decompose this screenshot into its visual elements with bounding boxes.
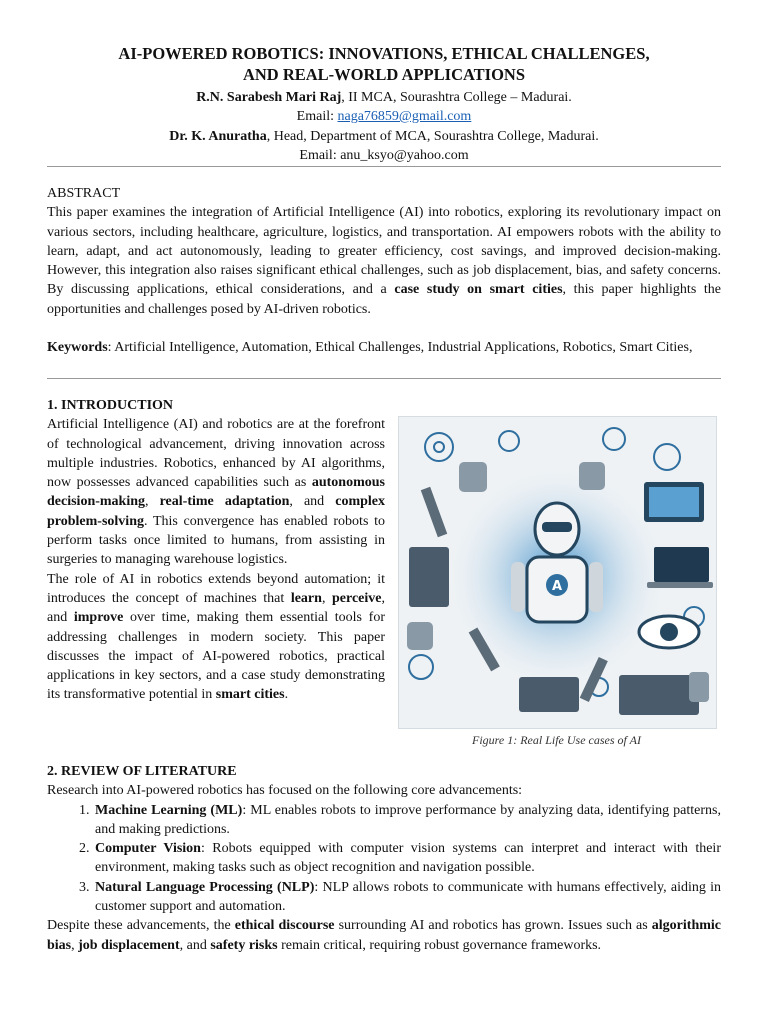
keywords-section bbox=[47, 338, 721, 357]
outro-bold: safety risks bbox=[210, 937, 278, 953]
review-section bbox=[47, 762, 721, 955]
author2-email: Email: anu_ksyo@yahoo.com bbox=[299, 148, 469, 163]
author1-email-label: Email: bbox=[296, 109, 338, 124]
author2-line bbox=[47, 127, 721, 146]
author1-email-link[interactable]: naga76859@gmail.com bbox=[337, 109, 472, 124]
list-item-text: : ML enables robots to improve performance by analyzing data, identifying patterns, and making predictions. bbox=[95, 802, 721, 837]
laptop-icon bbox=[647, 547, 713, 588]
list-item bbox=[93, 839, 721, 878]
outro-text: , bbox=[71, 937, 79, 953]
keywords-text: : Artificial Intelligence, Automation, Ethical Challenges, Industrial Applications, Robotics, Smart Cities, bbox=[107, 340, 693, 355]
intro-p2-bold: perceive bbox=[332, 590, 382, 606]
abstract-body: This paper examines the integration of Artificial Intelligence (AI) into robotics, exploring its revolutionary impact on various sectors, including healthcare, agriculture, logistics, and transportation. AI empowers robots with the ability to learn, adapt, and act autonomously, leading to greater efficiency, cost savings, and improved decision-making. However, this integration also raises significant ethical challenges, such as job displacement, bias, and safety concerns. By discussing applications, ethical considerations, and a bbox=[47, 205, 721, 298]
author1-email-line bbox=[47, 107, 721, 126]
list-item bbox=[93, 801, 721, 840]
title-line-1: AI-POWERED ROBOTICS: INNOVATIONS, ETHICAL CHALLENGES, bbox=[118, 44, 650, 63]
list-item-label: Computer Vision bbox=[95, 841, 201, 857]
author1-name: R.N. Sarabesh Mari Raj bbox=[196, 90, 342, 105]
abstract-heading: ABSTRACT bbox=[47, 186, 121, 201]
review-intro: Research into AI-powered robotics has focused on the following core advancements: bbox=[47, 783, 523, 799]
abstract-bold: case study on smart cities bbox=[394, 282, 563, 298]
robot-badge-text: A bbox=[551, 579, 563, 594]
intro-p2-text: . bbox=[284, 687, 289, 703]
intro-heading: 1. INTRODUCTION bbox=[47, 398, 174, 413]
intro-p1-bold: complex problem-solving bbox=[47, 494, 386, 529]
introduction-section bbox=[47, 396, 385, 705]
title-line-2: AND REAL-WORLD APPLICATIONS bbox=[242, 65, 526, 84]
intro-p2-bold: smart cities bbox=[215, 687, 285, 703]
author2-affiliation: , Head, Department of MCA, Sourashtra College, Madurai. bbox=[266, 129, 599, 144]
intro-p1-text: Artificial Intelligence (AI) and robotics are at the forefront of technological advancement, driving innovation across multiple industries. Robotics, enhanced by AI algorithms, now possesses advanced capabilities such as bbox=[47, 417, 385, 491]
outro-bold: ethical discourse bbox=[234, 918, 335, 934]
intro-p1-bold: autonomous decision-making bbox=[47, 475, 385, 510]
outro-bold: algorithmic bias bbox=[47, 918, 722, 953]
intro-p1-text: . This convergence has enabled robots to perform tasks once limited to humans, from assisting in surgeries to managing warehouse logistics. bbox=[47, 513, 385, 568]
intro-p2-text: over time, making them essential tools for addressing challenges in modern society. This paper discusses the impact of AI-powered robotics, practical applications in key sectors, and a case study demonstrating its transformative potential in bbox=[47, 610, 385, 703]
eye-icon bbox=[639, 616, 699, 648]
abstract-text bbox=[47, 203, 721, 319]
list-item-text: : Robots equipped with computer vision systems can interpret and interact with their environment, making tasks such as object recognition and navigation possible. bbox=[95, 841, 721, 876]
review-list bbox=[47, 801, 721, 917]
list-item-label: Machine Learning (ML) bbox=[95, 802, 243, 818]
intro-p2-text: , bbox=[321, 590, 332, 606]
intro-p1-text: , bbox=[145, 494, 160, 510]
outro-text: surrounding AI and robotics has grown. Issues such as bbox=[334, 918, 652, 934]
intro-p2-bold: learn bbox=[290, 590, 322, 606]
keywords-label: Keywords bbox=[47, 340, 108, 355]
monitor-icon bbox=[644, 482, 704, 522]
paper-title bbox=[47, 43, 721, 85]
abstract-tail: , this paper highlights the opportunities and challenges posed by AI-driven robotics. bbox=[47, 282, 721, 317]
figure-caption: Figure 1: Real Life Use cases of AI bbox=[472, 733, 641, 747]
author1-affiliation: , II MCA, Sourashtra College – Madurai. bbox=[341, 90, 572, 105]
list-item-text: : NLP allows robots to communicate with humans effectively, aiding in customer support and automation. bbox=[95, 879, 721, 915]
intro-p2-text: , and bbox=[47, 590, 385, 626]
author1-line bbox=[47, 88, 721, 107]
intro-p1-text: , and bbox=[289, 494, 336, 510]
outro-text: remain critical, requiring robust governance frameworks. bbox=[277, 937, 602, 953]
outro-text: Despite these advancements, the bbox=[47, 918, 235, 934]
list-item bbox=[93, 878, 721, 917]
author2-name: Dr. K. Anuratha bbox=[169, 129, 267, 144]
intro-p1-bold: real-time adaptation bbox=[159, 494, 290, 510]
intro-paragraph-2 bbox=[47, 570, 385, 705]
robotics-illustration bbox=[399, 417, 716, 728]
intro-p2-bold: improve bbox=[73, 610, 124, 626]
outro-bold: job displacement bbox=[78, 937, 180, 953]
intro-paragraph-1 bbox=[47, 415, 385, 569]
header-divider bbox=[47, 166, 721, 167]
review-heading: 2. REVIEW OF LITERATURE bbox=[47, 764, 237, 779]
outro-text: , and bbox=[179, 937, 211, 953]
abstract-section bbox=[47, 184, 721, 319]
figure-illustration bbox=[398, 416, 717, 729]
list-item-label: Natural Language Processing (NLP) bbox=[95, 879, 315, 895]
review-outro bbox=[47, 916, 721, 955]
keywords-divider bbox=[47, 378, 721, 379]
intro-p2-text: The role of AI in robotics extends beyond automation; it introduces the concept of machines that bbox=[47, 571, 385, 606]
